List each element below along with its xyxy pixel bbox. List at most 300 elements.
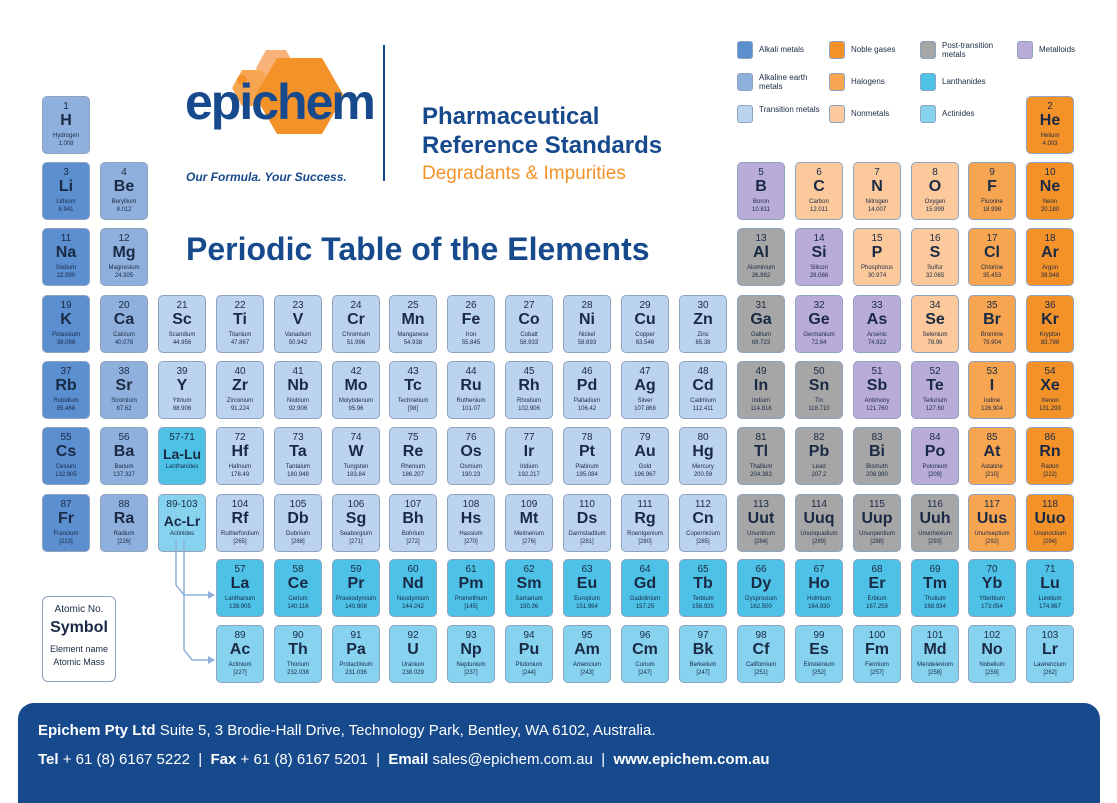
element-symbol: Ar [1041,244,1059,261]
element-cell-pd [563,361,611,419]
element-symbol: Kr [1041,311,1059,328]
legend-label-metalloid: Metalloids [1039,45,1076,54]
atomic-number: 98 [755,630,767,641]
element-cell-sb [853,361,901,419]
element-name: Radon [1041,464,1059,470]
atomic-mass: 39.098 [56,340,76,346]
element-cell-nb [274,361,322,419]
footer-tel-label: Tel [38,751,59,768]
atomic-number: 35 [986,300,998,311]
element-symbol: Lr [1042,641,1058,658]
atomic-number: 4 [121,167,127,178]
element-cell-la [216,559,264,617]
element-symbol: Re [402,443,424,460]
element-name: Rhodium [516,398,541,404]
legend-swatch-transition [737,105,753,123]
atomic-number: 74 [350,432,362,443]
element-symbol: Am [574,641,600,658]
element-name: Arsenic [866,332,887,338]
atomic-mass: 158.925 [692,604,714,610]
footer-contact-line [38,751,770,768]
element-name: Rubidium [53,398,79,404]
atomic-number: 91 [350,630,362,641]
element-cell-fe [447,295,495,353]
atomic-number: 24 [350,300,362,311]
element-cell-xe [1026,361,1074,419]
element-cell-u [389,625,437,683]
atomic-number: 73 [292,432,304,443]
atomic-mass: 1.008 [58,141,74,147]
element-symbol: Cu [634,311,656,328]
element-cell-rf [216,494,264,552]
element-symbol: La-Lu [162,446,202,462]
atomic-mass: 69.723 [751,340,771,346]
element-symbol: Au [634,443,656,460]
element-name: Lawrencium [1033,662,1067,668]
element-cell-w [332,427,380,485]
element-cell-no [968,625,1016,683]
atomic-number: 115 [869,499,885,510]
atomic-mass: [284] [754,539,768,545]
element-cell-bh [389,494,437,552]
atomic-number: 108 [462,499,480,510]
atomic-mass: [252] [812,670,826,676]
element-symbol: Cn [692,510,714,527]
element-symbol: Xe [1040,377,1060,394]
element-symbol: Hf [231,443,249,460]
atomic-mass: 231.036 [345,670,367,676]
element-cell-ho [795,559,843,617]
atomic-number: 41 [292,366,304,377]
element-cell-tl [737,427,785,485]
element-name: Magnesium [108,265,140,271]
element-symbol: Pa [346,641,366,658]
element-cell-p [853,228,901,286]
atomic-mass: 22.990 [56,273,76,279]
page-title: Periodic Table of the Elements [186,231,650,267]
atomic-number: 52 [929,366,941,377]
atomic-mass: [247] [638,670,652,676]
atomic-number: 117 [984,499,1000,510]
legend-swatch-lanth [920,73,936,91]
element-symbol: As [866,311,888,328]
element-symbol: C [813,178,825,195]
atomic-mass: 121.760 [866,406,888,412]
element-symbol: Te [926,377,944,394]
legend-label-post: Post-transition metals [942,41,994,59]
atomic-mass: [237] [464,670,478,676]
element-symbol: Li [58,178,74,195]
element-symbol: Fm [865,641,889,658]
legend-label-transition: Transition metals [759,105,820,114]
atomic-mass: 24.305 [114,273,134,279]
header-line3: Degradants & Impurities [422,163,626,184]
element-name: Cesium [55,464,77,470]
element-name: Ununseptium [974,531,1010,537]
element-cell-he [1026,96,1074,154]
atomic-number: 88 [118,499,130,510]
atomic-mass: 88.906 [172,406,192,412]
element-cell-ra [100,494,148,552]
element-cell-bk [679,625,727,683]
atomic-number: 11 [60,233,72,244]
atomic-number: 70 [986,564,998,575]
atomic-number: 65 [697,564,709,575]
atomic-number: 83 [871,432,883,443]
atomic-number: 67 [813,564,825,575]
element-cell-s [911,228,959,286]
logo-wordmark: epichem [185,74,374,130]
atomic-number: 78 [581,432,593,443]
atomic-number: 86 [1044,432,1056,443]
element-name: Zinc [697,332,709,338]
element-name: Ytterbium [979,596,1005,602]
atomic-mass: [258] [928,670,942,676]
atomic-number: 92 [407,630,419,641]
atomic-mass: 9.012 [116,207,132,213]
element-name: Phosphorus [860,265,894,271]
atomic-mass: [257] [870,670,884,676]
element-symbol: Cf [752,641,770,658]
atomic-mass: 30.974 [867,273,887,279]
element-name: Cerium [288,596,308,602]
atomic-number: 63 [581,564,593,575]
atomic-mass: [271] [349,539,363,545]
atomic-mass: 207.2 [811,472,827,478]
element-symbol: Mo [344,377,368,394]
element-name: Hafnium [228,464,252,470]
element-symbol: Sn [808,377,830,394]
element-symbol: Tc [404,377,422,394]
element-name: Praseodymium [335,596,376,602]
atomic-mass: [294] [1043,539,1057,545]
legend-swatch-metalloid [1017,41,1033,59]
element-name: Xenon [1041,398,1059,404]
element-cell-tb [679,559,727,617]
atomic-mass: 87.62 [116,406,132,412]
element-cell-mg [100,228,148,286]
element-symbol: Sg [345,510,367,527]
atomic-number: 96 [639,630,651,641]
footer [18,703,1100,803]
element-name: Thulium [924,596,946,602]
element-cell-tc [389,361,437,419]
element-name: Neon [1042,199,1058,205]
footer-email-link[interactable]: sales@epichem.com.au [432,751,593,768]
element-name: Polonium [922,464,948,470]
atomic-mass: 20.180 [1040,207,1060,213]
atomic-mass: [280] [638,539,652,545]
element-name: Hydrogen [52,133,79,139]
atomic-mass: 132.905 [55,472,77,478]
element-symbol: Fr [58,510,74,527]
legend-label-halogen: Halogens [851,77,885,86]
legend-label-act: Actinides [942,109,975,118]
element-name: Erbium [867,596,887,602]
element-cell-te [911,361,959,419]
element-symbol: Eu [576,575,598,592]
atomic-number: 16 [929,233,941,244]
element-symbol: Md [923,641,947,658]
key-symbol: Symbol [50,619,108,636]
element-symbol: He [1039,112,1061,129]
atomic-number: 9 [989,167,995,178]
atomic-number: 66 [755,564,767,575]
atomic-mass: 6.941 [58,207,74,213]
element-cell-uus [968,494,1016,552]
footer-fax-label: Fax [210,751,237,768]
element-name: Nitrogen [865,199,889,205]
atomic-number: 6 [816,167,822,178]
element-symbol: Rg [634,510,656,527]
atomic-number: 12 [118,233,130,244]
element-symbol: Ag [634,377,656,394]
element-name: Gadolinium [629,596,661,602]
atomic-mass: 180.948 [287,472,309,478]
element-cell-uuo [1026,494,1074,552]
footer-email-label: Email [388,751,429,768]
atomic-mass: 44.956 [172,340,192,346]
element-cell-np [447,625,495,683]
atomic-mass: 196.967 [634,472,656,478]
atomic-mass: 114.818 [750,406,772,412]
element-name: Zirconium [226,398,254,404]
element-name: Meitnerium [514,531,544,537]
element-symbol: Mt [519,510,539,527]
element-name: Protactinium [339,662,373,668]
element-symbol: Ds [576,510,598,527]
tagline: Our Formula. Your Success. [186,170,347,184]
element-symbol: Th [288,641,308,658]
atomic-mass: 85.468 [56,406,76,412]
legend-swatch-nonmetal [829,105,845,123]
atomic-mass: 144.242 [402,604,424,610]
atomic-mass: 195.084 [576,472,598,478]
element-name: Barium [114,464,134,470]
atomic-mass: 18.998 [982,207,1002,213]
element-symbol: Uup [861,510,893,527]
atomic-number: 79 [639,432,651,443]
element-name: Strontium [111,398,137,404]
element-cell-rn [1026,427,1074,485]
atomic-mass: [98] [407,406,418,412]
atomic-number: 51 [871,366,883,377]
legend-label-nonmetal: Nonmetals [851,109,890,118]
legend-swatch-alkaline [737,73,753,91]
element-name: Thorium [286,662,309,668]
atomic-number: 25 [407,300,419,311]
element-name: Nickel [578,332,596,338]
element-symbol: Co [518,311,540,328]
element-symbol: B [755,178,767,195]
element-cell-cf [737,625,785,683]
atomic-number: 20 [118,300,130,311]
element-symbol: Sm [516,575,542,592]
element-cell-li [42,162,90,220]
element-cell-cn [679,494,727,552]
element-cell-mt [505,494,553,552]
element-symbol: Pb [808,443,830,460]
element-cell-ag [621,361,669,419]
element-symbol: Es [809,641,829,658]
atomic-mass: 65.38 [695,340,711,346]
atomic-mass: [276] [522,539,536,545]
element-cell-al [737,228,785,286]
atomic-number: 42 [350,366,362,377]
element-symbol: Yb [981,575,1003,592]
element-name: Gallium [750,332,772,338]
atomic-mass: 54.938 [403,340,423,346]
atomic-mass: 150.36 [519,604,539,610]
atomic-number: 95 [581,630,593,641]
element-name: Yttrium [172,398,192,404]
element-cell-pr [332,559,380,617]
element-symbol: Hg [692,443,714,460]
legend-swatch-act [920,105,936,123]
element-name: Iridium [519,464,538,470]
atomic-number: 48 [697,366,709,377]
element-name: Tin [814,398,824,404]
element-symbol: La [230,575,250,592]
atomic-number: 49 [755,366,767,377]
element-name: Mendelevium [917,662,953,668]
atomic-number: 3 [63,167,69,178]
atomic-mass: 157.25 [635,604,655,610]
atomic-mass: [292] [985,539,999,545]
element-cell-po [911,427,959,485]
element-symbol: U [407,641,419,658]
element-symbol: Nb [287,377,309,394]
element-symbol: Cm [632,641,658,658]
atomic-mass: 39.948 [1040,273,1060,279]
atomic-number: 107 [404,499,422,510]
atomic-number: 58 [292,564,304,575]
element-name: Selenium [922,332,948,338]
element-cell-uuq [795,494,843,552]
element-name: Mercury [692,464,714,470]
atomic-number: 27 [523,300,535,311]
atomic-number: 30 [697,300,709,311]
element-cell-pm [447,559,495,617]
atomic-number: 106 [347,499,365,510]
element-symbol: Tm [923,575,947,592]
atomic-mass: [272] [406,539,420,545]
element-cell-sc [158,295,206,353]
atomic-mass: 26.982 [751,273,771,279]
footer-tel[interactable]: + 61 (8) 6167 5222 [62,751,190,768]
atomic-number: 103 [1041,630,1059,641]
atomic-number: 7 [874,167,880,178]
element-symbol: Ho [808,575,830,592]
atomic-mass: 127.60 [925,406,945,412]
atomic-number: 18 [1044,233,1056,244]
atomic-mass: 208.980 [866,472,888,478]
element-name: Francium [53,531,79,537]
atomic-mass: 137.327 [113,472,135,478]
atomic-number: 61 [465,564,477,575]
atomic-mass: 58.933 [519,340,539,346]
element-cell-pb [795,427,843,485]
atomic-mass: [265] [233,539,247,545]
element-name: Terbium [692,596,714,602]
atomic-number: 89 [234,630,246,641]
element-cell-ti [216,295,264,353]
element-cell-lr [1026,625,1074,683]
atomic-mass: [210] [985,472,999,478]
element-name: Lanthanum [224,596,256,602]
element-symbol: S [929,244,941,261]
atomic-number: 43 [407,366,419,377]
atomic-mass: 107.868 [634,406,656,412]
element-symbol: Dy [750,575,772,592]
element-cell-cr [332,295,380,353]
element-symbol: Uuq [803,510,835,527]
element-cell-kr [1026,295,1074,353]
element-name: Iodine [983,398,1001,404]
atomic-number: 112 [695,499,711,510]
element-cell-db [274,494,322,552]
element-name: Fermium [865,662,889,668]
atomic-number: 13 [755,233,767,244]
key-atomic-number: Atomic No. [54,604,104,615]
element-cell-mo [332,361,380,419]
atomic-number: 15 [871,233,883,244]
atomic-number: 60 [407,564,419,575]
element-symbol: Ru [460,377,482,394]
element-cell-cd [679,361,727,419]
element-symbol: Rf [231,510,249,527]
element-name: Ununoctium [1033,531,1066,537]
atomic-mass: 186.207 [402,472,424,478]
element-name: Thallium [749,464,773,470]
element-symbol: Ba [113,443,135,460]
element-name: Copernicium [686,531,720,537]
element-name: Osmium [459,464,483,470]
atomic-number: 44 [465,366,477,377]
element-symbol: Mg [112,244,136,261]
atomic-mass: [285] [696,539,710,545]
footer-website-link[interactable]: www.epichem.com.au [613,751,770,768]
element-name: Titanium [228,332,252,338]
legend-label-noble: Noble gases [851,45,896,54]
element-cell-ta [274,427,322,485]
element-name: Bromine [980,332,1004,338]
atomic-mass: 173.054 [981,604,1003,610]
element-name: Rutherfordium [220,531,259,537]
element-cell-o [911,162,959,220]
element-name: Ununpentium [859,531,895,537]
series-connector-arrows [170,540,220,665]
element-symbol: Bi [869,443,885,460]
element-symbol: Db [287,510,309,527]
element-cell-in [737,361,785,419]
element-cell-dy [737,559,785,617]
element-cell-ca [100,295,148,353]
atomic-number: 93 [465,630,477,641]
element-cell-hf [216,427,264,485]
logo [182,44,374,144]
atomic-number: 45 [523,366,535,377]
element-name: Neodymium [396,596,429,602]
atomic-number: 39 [176,366,188,377]
atomic-mass: 200.59 [693,472,713,478]
atomic-mass: 126.904 [981,406,1003,412]
element-cell-uuh [911,494,959,552]
element-name: Samarium [515,596,543,602]
atomic-mass: 140.908 [345,604,367,610]
atomic-mass: 35.453 [982,273,1002,279]
atomic-mass: 167.259 [866,604,888,610]
